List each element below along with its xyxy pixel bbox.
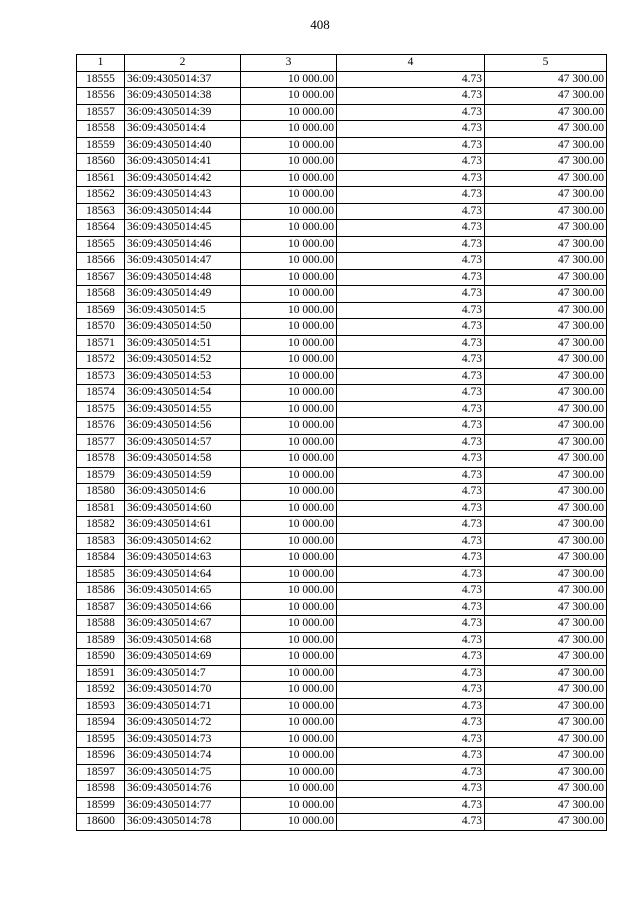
rate-value: 4.73 bbox=[337, 748, 485, 765]
rate-value: 4.73 bbox=[337, 731, 485, 748]
row-number: 18574 bbox=[77, 385, 125, 402]
row-number: 18575 bbox=[77, 401, 125, 418]
row-number: 18569 bbox=[77, 302, 125, 319]
row-number: 18567 bbox=[77, 269, 125, 286]
area-value: 10 000.00 bbox=[241, 236, 337, 253]
total-value: 47 300.00 bbox=[485, 253, 607, 270]
total-value: 47 300.00 bbox=[485, 731, 607, 748]
total-value: 47 300.00 bbox=[485, 187, 607, 204]
rate-value: 4.73 bbox=[337, 253, 485, 270]
area-value: 10 000.00 bbox=[241, 500, 337, 517]
column-header-5: 5 bbox=[485, 55, 607, 72]
total-value: 47 300.00 bbox=[485, 649, 607, 666]
table-row bbox=[77, 137, 607, 154]
rate-value: 4.73 bbox=[337, 764, 485, 781]
cadastral-number: 36:09:4305014:77 bbox=[125, 797, 241, 814]
total-value: 47 300.00 bbox=[485, 154, 607, 171]
table-row bbox=[77, 71, 607, 88]
area-value: 10 000.00 bbox=[241, 467, 337, 484]
area-value: 10 000.00 bbox=[241, 649, 337, 666]
total-value: 47 300.00 bbox=[485, 517, 607, 534]
total-value: 47 300.00 bbox=[485, 319, 607, 336]
row-number: 18570 bbox=[77, 319, 125, 336]
total-value: 47 300.00 bbox=[485, 434, 607, 451]
table-row bbox=[77, 467, 607, 484]
rate-value: 4.73 bbox=[337, 385, 485, 402]
total-value: 47 300.00 bbox=[485, 451, 607, 468]
total-value: 47 300.00 bbox=[485, 121, 607, 138]
table-row bbox=[77, 649, 607, 666]
rate-value: 4.73 bbox=[337, 616, 485, 633]
area-value: 10 000.00 bbox=[241, 187, 337, 204]
cadastral-number: 36:09:4305014:59 bbox=[125, 467, 241, 484]
table-row bbox=[77, 302, 607, 319]
rate-value: 4.73 bbox=[337, 533, 485, 550]
row-number: 18592 bbox=[77, 682, 125, 699]
area-value: 10 000.00 bbox=[241, 401, 337, 418]
row-number: 18580 bbox=[77, 484, 125, 501]
cadastral-number: 36:09:4305014:58 bbox=[125, 451, 241, 468]
rate-value: 4.73 bbox=[337, 632, 485, 649]
row-number: 18571 bbox=[77, 335, 125, 352]
area-value: 10 000.00 bbox=[241, 566, 337, 583]
total-value: 47 300.00 bbox=[485, 286, 607, 303]
total-value: 47 300.00 bbox=[485, 583, 607, 600]
table-row bbox=[77, 665, 607, 682]
total-value: 47 300.00 bbox=[485, 220, 607, 237]
rate-value: 4.73 bbox=[337, 797, 485, 814]
row-number: 18594 bbox=[77, 715, 125, 732]
area-value: 10 000.00 bbox=[241, 203, 337, 220]
row-number: 18556 bbox=[77, 88, 125, 105]
rate-value: 4.73 bbox=[337, 649, 485, 666]
table-row bbox=[77, 517, 607, 534]
row-number: 18593 bbox=[77, 698, 125, 715]
area-value: 10 000.00 bbox=[241, 253, 337, 270]
total-value: 47 300.00 bbox=[485, 467, 607, 484]
table-row bbox=[77, 220, 607, 237]
cadastral-number: 36:09:4305014:64 bbox=[125, 566, 241, 583]
rate-value: 4.73 bbox=[337, 137, 485, 154]
row-number: 18584 bbox=[77, 550, 125, 567]
table-row bbox=[77, 533, 607, 550]
area-value: 10 000.00 bbox=[241, 451, 337, 468]
row-number: 18576 bbox=[77, 418, 125, 435]
cadastral-number: 36:09:4305014:37 bbox=[125, 71, 241, 88]
rate-value: 4.73 bbox=[337, 566, 485, 583]
cadastral-number: 36:09:4305014:72 bbox=[125, 715, 241, 732]
row-number: 18588 bbox=[77, 616, 125, 633]
cadastral-number: 36:09:4305014:62 bbox=[125, 533, 241, 550]
cadastral-number: 36:09:4305014:42 bbox=[125, 170, 241, 187]
table-row bbox=[77, 566, 607, 583]
total-value: 47 300.00 bbox=[485, 550, 607, 567]
total-value: 47 300.00 bbox=[485, 71, 607, 88]
header-row bbox=[77, 55, 607, 72]
row-number: 18579 bbox=[77, 467, 125, 484]
total-value: 47 300.00 bbox=[485, 566, 607, 583]
table-row bbox=[77, 434, 607, 451]
row-number: 18589 bbox=[77, 632, 125, 649]
area-value: 10 000.00 bbox=[241, 583, 337, 600]
area-value: 10 000.00 bbox=[241, 104, 337, 121]
area-value: 10 000.00 bbox=[241, 302, 337, 319]
table-row bbox=[77, 484, 607, 501]
cadastral-number: 36:09:4305014:57 bbox=[125, 434, 241, 451]
row-number: 18597 bbox=[77, 764, 125, 781]
page-number: 408 bbox=[310, 17, 330, 32]
rate-value: 4.73 bbox=[337, 599, 485, 616]
column-header-2: 2 bbox=[125, 55, 241, 72]
cadastral-number: 36:09:4305014:6 bbox=[125, 484, 241, 501]
total-value: 47 300.00 bbox=[485, 137, 607, 154]
table-row bbox=[77, 632, 607, 649]
total-value: 47 300.00 bbox=[485, 698, 607, 715]
table-row bbox=[77, 500, 607, 517]
total-value: 47 300.00 bbox=[485, 236, 607, 253]
rate-value: 4.73 bbox=[337, 715, 485, 732]
rate-value: 4.73 bbox=[337, 121, 485, 138]
register-table bbox=[76, 54, 607, 831]
row-number: 18581 bbox=[77, 500, 125, 517]
cadastral-number: 36:09:4305014:54 bbox=[125, 385, 241, 402]
area-value: 10 000.00 bbox=[241, 599, 337, 616]
table-row bbox=[77, 335, 607, 352]
row-number: 18572 bbox=[77, 352, 125, 369]
area-value: 10 000.00 bbox=[241, 616, 337, 633]
table-row bbox=[77, 764, 607, 781]
cadastral-number: 36:09:4305014:40 bbox=[125, 137, 241, 154]
rate-value: 4.73 bbox=[337, 170, 485, 187]
row-number: 18559 bbox=[77, 137, 125, 154]
table-row bbox=[77, 451, 607, 468]
row-number: 18555 bbox=[77, 71, 125, 88]
rate-value: 4.73 bbox=[337, 335, 485, 352]
table-row bbox=[77, 121, 607, 138]
area-value: 10 000.00 bbox=[241, 434, 337, 451]
rate-value: 4.73 bbox=[337, 302, 485, 319]
rate-value: 4.73 bbox=[337, 781, 485, 798]
area-value: 10 000.00 bbox=[241, 797, 337, 814]
table-body bbox=[77, 71, 607, 830]
total-value: 47 300.00 bbox=[485, 665, 607, 682]
rate-value: 4.73 bbox=[337, 236, 485, 253]
row-number: 18582 bbox=[77, 517, 125, 534]
cadastral-number: 36:09:4305014:5 bbox=[125, 302, 241, 319]
rate-value: 4.73 bbox=[337, 434, 485, 451]
row-number: 18590 bbox=[77, 649, 125, 666]
cadastral-number: 36:09:4305014:63 bbox=[125, 550, 241, 567]
rate-value: 4.73 bbox=[337, 269, 485, 286]
rate-value: 4.73 bbox=[337, 550, 485, 567]
cadastral-number: 36:09:4305014:43 bbox=[125, 187, 241, 204]
area-value: 10 000.00 bbox=[241, 286, 337, 303]
cadastral-number: 36:09:4305014:47 bbox=[125, 253, 241, 270]
column-header-4: 4 bbox=[337, 55, 485, 72]
table-row bbox=[77, 170, 607, 187]
rate-value: 4.73 bbox=[337, 352, 485, 369]
row-number: 18560 bbox=[77, 154, 125, 171]
row-number: 18586 bbox=[77, 583, 125, 600]
cadastral-number: 36:09:4305014:78 bbox=[125, 814, 241, 831]
row-number: 18591 bbox=[77, 665, 125, 682]
area-value: 10 000.00 bbox=[241, 319, 337, 336]
area-value: 10 000.00 bbox=[241, 121, 337, 138]
area-value: 10 000.00 bbox=[241, 88, 337, 105]
area-value: 10 000.00 bbox=[241, 698, 337, 715]
row-number: 18558 bbox=[77, 121, 125, 138]
total-value: 47 300.00 bbox=[485, 418, 607, 435]
cadastral-number: 36:09:4305014:67 bbox=[125, 616, 241, 633]
rate-value: 4.73 bbox=[337, 187, 485, 204]
total-value: 47 300.00 bbox=[485, 781, 607, 798]
rate-value: 4.73 bbox=[337, 88, 485, 105]
rate-value: 4.73 bbox=[337, 319, 485, 336]
rate-value: 4.73 bbox=[337, 484, 485, 501]
table-row bbox=[77, 616, 607, 633]
rate-value: 4.73 bbox=[337, 286, 485, 303]
rate-value: 4.73 bbox=[337, 682, 485, 699]
row-number: 18577 bbox=[77, 434, 125, 451]
cadastral-number: 36:09:4305014:60 bbox=[125, 500, 241, 517]
cadastral-number: 36:09:4305014:50 bbox=[125, 319, 241, 336]
total-value: 47 300.00 bbox=[485, 203, 607, 220]
total-value: 47 300.00 bbox=[485, 104, 607, 121]
area-value: 10 000.00 bbox=[241, 632, 337, 649]
cadastral-number: 36:09:4305014:74 bbox=[125, 748, 241, 765]
cadastral-number: 36:09:4305014:7 bbox=[125, 665, 241, 682]
table-row bbox=[77, 698, 607, 715]
cadastral-number: 36:09:4305014:46 bbox=[125, 236, 241, 253]
area-value: 10 000.00 bbox=[241, 385, 337, 402]
area-value: 10 000.00 bbox=[241, 682, 337, 699]
table-row bbox=[77, 286, 607, 303]
cadastral-number: 36:09:4305014:39 bbox=[125, 104, 241, 121]
table-row bbox=[77, 748, 607, 765]
total-value: 47 300.00 bbox=[485, 352, 607, 369]
row-number: 18578 bbox=[77, 451, 125, 468]
area-value: 10 000.00 bbox=[241, 665, 337, 682]
cadastral-number: 36:09:4305014:53 bbox=[125, 368, 241, 385]
rate-value: 4.73 bbox=[337, 203, 485, 220]
rate-value: 4.73 bbox=[337, 583, 485, 600]
rate-value: 4.73 bbox=[337, 467, 485, 484]
total-value: 47 300.00 bbox=[485, 88, 607, 105]
cadastral-number: 36:09:4305014:51 bbox=[125, 335, 241, 352]
rate-value: 4.73 bbox=[337, 71, 485, 88]
area-value: 10 000.00 bbox=[241, 731, 337, 748]
table-row bbox=[77, 731, 607, 748]
area-value: 10 000.00 bbox=[241, 517, 337, 534]
area-value: 10 000.00 bbox=[241, 269, 337, 286]
area-value: 10 000.00 bbox=[241, 335, 337, 352]
cadastral-number: 36:09:4305014:41 bbox=[125, 154, 241, 171]
row-number: 18599 bbox=[77, 797, 125, 814]
total-value: 47 300.00 bbox=[485, 797, 607, 814]
total-value: 47 300.00 bbox=[485, 764, 607, 781]
table-row bbox=[77, 187, 607, 204]
row-number: 18557 bbox=[77, 104, 125, 121]
table-row bbox=[77, 418, 607, 435]
table-row bbox=[77, 154, 607, 171]
table-row bbox=[77, 550, 607, 567]
row-number: 18598 bbox=[77, 781, 125, 798]
total-value: 47 300.00 bbox=[485, 170, 607, 187]
row-number: 18565 bbox=[77, 236, 125, 253]
table-row bbox=[77, 682, 607, 699]
cadastral-number: 36:09:4305014:56 bbox=[125, 418, 241, 435]
row-number: 18583 bbox=[77, 533, 125, 550]
area-value: 10 000.00 bbox=[241, 137, 337, 154]
cadastral-number: 36:09:4305014:45 bbox=[125, 220, 241, 237]
total-value: 47 300.00 bbox=[485, 385, 607, 402]
cadastral-number: 36:09:4305014:38 bbox=[125, 88, 241, 105]
total-value: 47 300.00 bbox=[485, 335, 607, 352]
cadastral-number: 36:09:4305014:75 bbox=[125, 764, 241, 781]
total-value: 47 300.00 bbox=[485, 632, 607, 649]
total-value: 47 300.00 bbox=[485, 368, 607, 385]
cadastral-number: 36:09:4305014:4 bbox=[125, 121, 241, 138]
cadastral-number: 36:09:4305014:70 bbox=[125, 682, 241, 699]
area-value: 10 000.00 bbox=[241, 352, 337, 369]
area-value: 10 000.00 bbox=[241, 748, 337, 765]
rate-value: 4.73 bbox=[337, 418, 485, 435]
row-number: 18595 bbox=[77, 731, 125, 748]
cadastral-number: 36:09:4305014:76 bbox=[125, 781, 241, 798]
row-number: 18596 bbox=[77, 748, 125, 765]
cadastral-number: 36:09:4305014:55 bbox=[125, 401, 241, 418]
row-number: 18600 bbox=[77, 814, 125, 831]
rate-value: 4.73 bbox=[337, 368, 485, 385]
area-value: 10 000.00 bbox=[241, 170, 337, 187]
table-row bbox=[77, 385, 607, 402]
table-row bbox=[77, 368, 607, 385]
rate-value: 4.73 bbox=[337, 154, 485, 171]
table-row bbox=[77, 401, 607, 418]
area-value: 10 000.00 bbox=[241, 781, 337, 798]
row-number: 18566 bbox=[77, 253, 125, 270]
row-number: 18561 bbox=[77, 170, 125, 187]
table-row bbox=[77, 253, 607, 270]
row-number: 18587 bbox=[77, 599, 125, 616]
column-header-3: 3 bbox=[241, 55, 337, 72]
row-number: 18564 bbox=[77, 220, 125, 237]
cadastral-number: 36:09:4305014:49 bbox=[125, 286, 241, 303]
rate-value: 4.73 bbox=[337, 220, 485, 237]
rate-value: 4.73 bbox=[337, 665, 485, 682]
total-value: 47 300.00 bbox=[485, 302, 607, 319]
rate-value: 4.73 bbox=[337, 698, 485, 715]
cadastral-number: 36:09:4305014:52 bbox=[125, 352, 241, 369]
total-value: 47 300.00 bbox=[485, 682, 607, 699]
area-value: 10 000.00 bbox=[241, 368, 337, 385]
cadastral-number: 36:09:4305014:48 bbox=[125, 269, 241, 286]
total-value: 47 300.00 bbox=[485, 814, 607, 831]
total-value: 47 300.00 bbox=[485, 715, 607, 732]
rate-value: 4.73 bbox=[337, 517, 485, 534]
row-number: 18568 bbox=[77, 286, 125, 303]
area-value: 10 000.00 bbox=[241, 418, 337, 435]
area-value: 10 000.00 bbox=[241, 220, 337, 237]
total-value: 47 300.00 bbox=[485, 269, 607, 286]
area-value: 10 000.00 bbox=[241, 764, 337, 781]
table-row bbox=[77, 352, 607, 369]
area-value: 10 000.00 bbox=[241, 71, 337, 88]
row-number: 18563 bbox=[77, 203, 125, 220]
table-row bbox=[77, 583, 607, 600]
rate-value: 4.73 bbox=[337, 814, 485, 831]
table-row bbox=[77, 715, 607, 732]
table-row bbox=[77, 236, 607, 253]
rate-value: 4.73 bbox=[337, 104, 485, 121]
area-value: 10 000.00 bbox=[241, 154, 337, 171]
rate-value: 4.73 bbox=[337, 451, 485, 468]
row-number: 18562 bbox=[77, 187, 125, 204]
area-value: 10 000.00 bbox=[241, 550, 337, 567]
total-value: 47 300.00 bbox=[485, 533, 607, 550]
table-row bbox=[77, 269, 607, 286]
area-value: 10 000.00 bbox=[241, 533, 337, 550]
cadastral-number: 36:09:4305014:61 bbox=[125, 517, 241, 534]
table-row bbox=[77, 599, 607, 616]
total-value: 47 300.00 bbox=[485, 616, 607, 633]
cadastral-number: 36:09:4305014:69 bbox=[125, 649, 241, 666]
column-header-1: 1 bbox=[77, 55, 125, 72]
table-row bbox=[77, 319, 607, 336]
total-value: 47 300.00 bbox=[485, 401, 607, 418]
cadastral-number: 36:09:4305014:65 bbox=[125, 583, 241, 600]
cadastral-number: 36:09:4305014:68 bbox=[125, 632, 241, 649]
total-value: 47 300.00 bbox=[485, 484, 607, 501]
cadastral-number: 36:09:4305014:44 bbox=[125, 203, 241, 220]
table-row bbox=[77, 814, 607, 831]
rate-value: 4.73 bbox=[337, 500, 485, 517]
cadastral-number: 36:09:4305014:73 bbox=[125, 731, 241, 748]
row-number: 18573 bbox=[77, 368, 125, 385]
area-value: 10 000.00 bbox=[241, 814, 337, 831]
rate-value: 4.73 bbox=[337, 401, 485, 418]
table-row bbox=[77, 104, 607, 121]
row-number: 18585 bbox=[77, 566, 125, 583]
cadastral-number: 36:09:4305014:66 bbox=[125, 599, 241, 616]
total-value: 47 300.00 bbox=[485, 500, 607, 517]
table-row bbox=[77, 88, 607, 105]
area-value: 10 000.00 bbox=[241, 715, 337, 732]
table-row bbox=[77, 797, 607, 814]
total-value: 47 300.00 bbox=[485, 599, 607, 616]
area-value: 10 000.00 bbox=[241, 484, 337, 501]
table-row bbox=[77, 203, 607, 220]
table-row bbox=[77, 781, 607, 798]
cadastral-number: 36:09:4305014:71 bbox=[125, 698, 241, 715]
total-value: 47 300.00 bbox=[485, 748, 607, 765]
